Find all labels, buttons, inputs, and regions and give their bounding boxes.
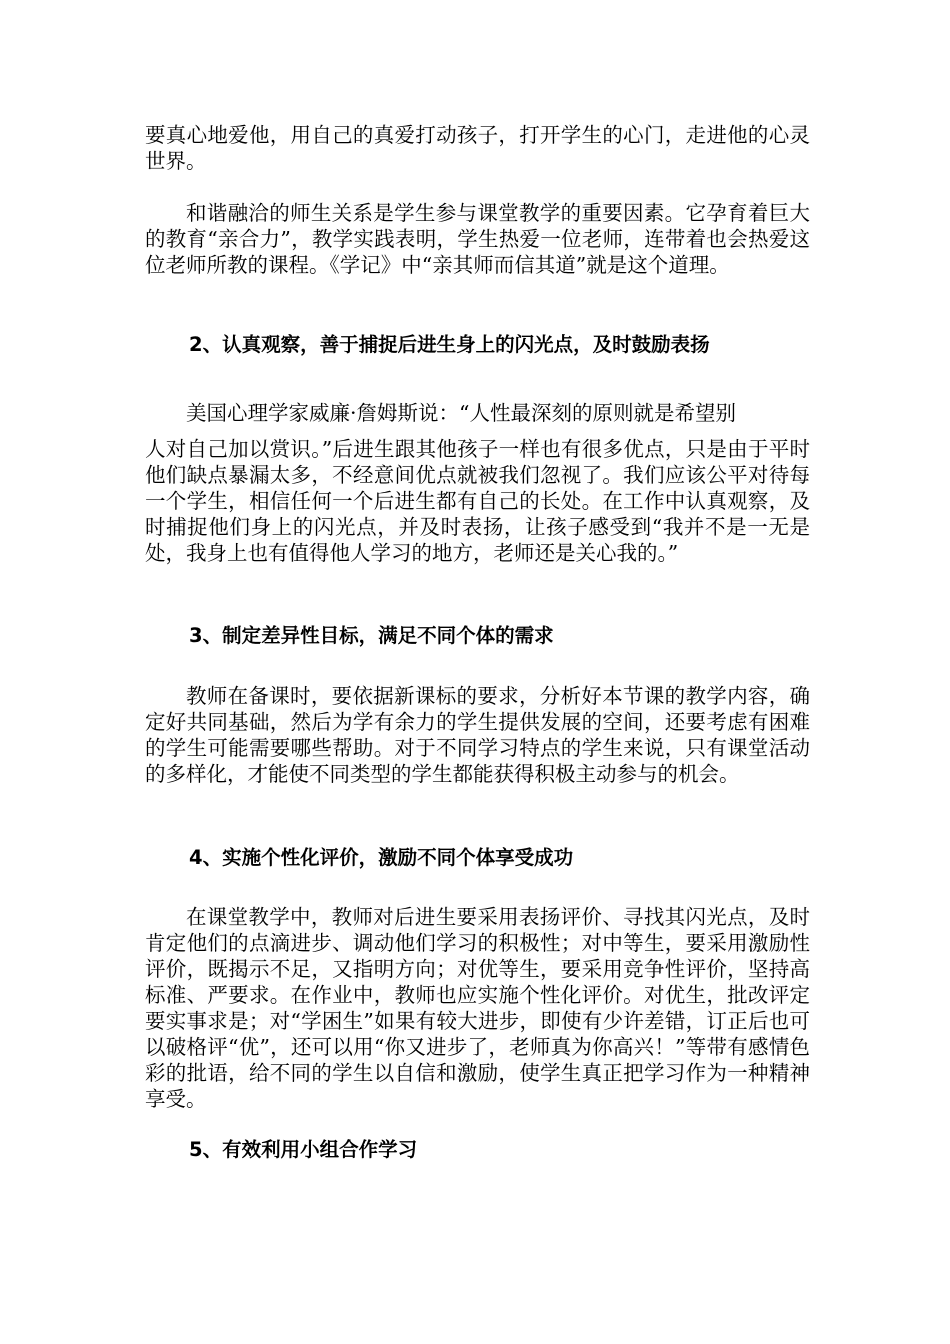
paragraph-james-quote: 美国心理学家威廉·詹姆斯说：“人性最深刻的原则就是希望别 [186, 401, 736, 425]
paragraph-praise-students: 人对自己加以赏识。”后进生跟其他孩子一样也有很多优点，只是由于平时他们缺点暴漏太多，不经意间优点就被我们忽视了。我们应该公平对待每一个学生，相信任何一个后进生都有自己的长处。在工作中认真观察，及时捕捉他们身上的闪光点，并及时表扬，让孩子感受到“我并不是一无是处，我身上也有值得他人学习的地方，老师还是关心我的。” [145, 437, 810, 565]
section-heading-4: 4、实施个性化评价，激励不同个体享受成功 [189, 846, 574, 869]
section-heading-5: 5、有效利用小组合作学习 [189, 1138, 418, 1161]
paragraph-differentiated-goals: 教师在备课时，要依据新课标的要求，分析好本节课的教学内容，确定好共同基础，然后为学有余力的学生提供发展的空间，还要考虑有困难的学生可能需要哪些帮助。对于不同学习特点的学生来说，只有课堂活动的多样化，才能使不同类型的学生都能获得积极主动参与的机会。 [145, 684, 810, 786]
paragraph-individual-evaluation: 在课堂教学中，教师对后进生要采用表扬评价、寻找其闪光点，及时肯定他们的点滴进步、调动他们学习的积极性；对中等生，要采用激励性评价，既揭示不足，又指明方向；对优等生，要采用竞争性评价，坚持高标准、严要求。在作业中，教师也应实施个性化评价。对优生，批改评定要实事求是；对“学困生”如果有较大进步，即使有少许差错，订正后也可以破格评“优”，还可以用“你又进步了，老师真为你高兴！”等带有感情色彩的批语，给不同的学生以自信和激励，使学生真正把学习作为一种精神享受。 [145, 905, 810, 1111]
paragraph-teacher-student-relationship: 和谐融洽的师生关系是学生参与课堂教学的重要因素。它孕育着巨大的教育“亲合力”，教学实践表明，学生热爱一位老师，连带着也会热爱这位老师所教的课程。《学记》中“亲其师而信其道”就是这个道理。 [145, 201, 810, 277]
section-heading-2: 2、认真观察，善于捕捉后进生身上的闪光点，及时鼓励表扬 [189, 333, 710, 356]
section-heading-3: 3、制定差异性目标，满足不同个体的需求 [189, 624, 554, 647]
paragraph-intro-continuation: 要真心地爱他，用自己的真爱打动孩子，打开学生的心门，走进他的心灵世界。 [145, 123, 810, 173]
